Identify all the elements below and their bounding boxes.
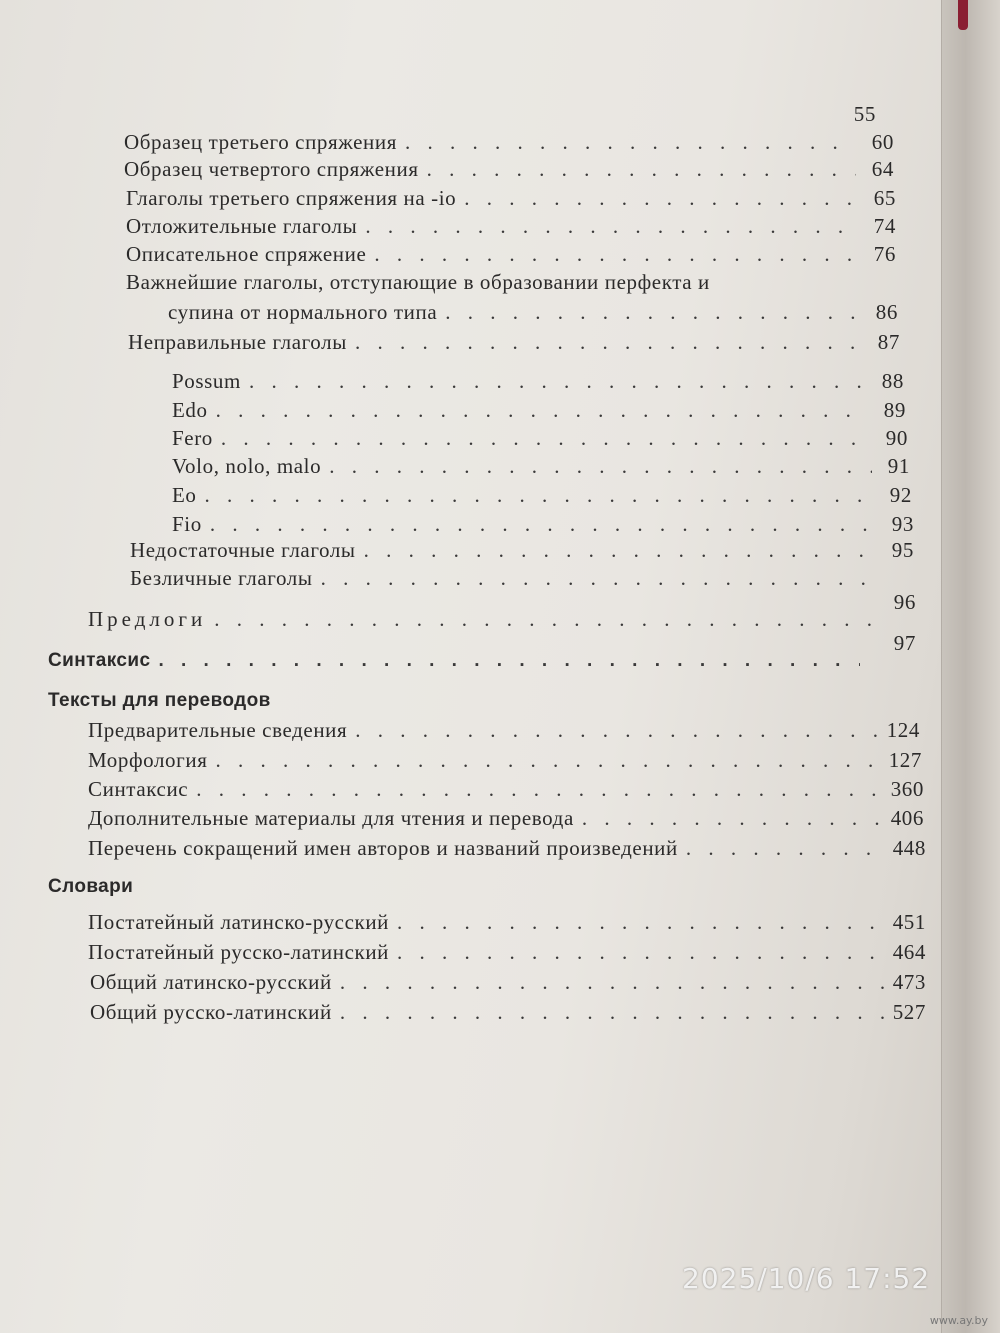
toc-entry: Неправильные глаголы . . . 87 xyxy=(128,330,900,355)
toc-entry: Описательное спряжение . . . 76 xyxy=(126,242,896,267)
site-watermark: www.ay.by xyxy=(929,1314,988,1327)
toc-entry: Синтаксис . . . 360 xyxy=(88,777,924,802)
toc-section: Синтаксис . . . xyxy=(48,650,868,672)
toc-entry: Possum . . . 88 xyxy=(172,369,904,394)
toc-entry: Edo . . . 89 xyxy=(172,398,906,423)
toc-entry: супина от нормального типа . . . 86 xyxy=(168,300,898,325)
toc-entry: Дополнительные материалы для чтения и перевода . . . 406 xyxy=(88,806,924,831)
toc-entry: Глаголы третьего спряжения на -io . . . 65 xyxy=(126,186,896,211)
toc-top-page xyxy=(846,102,926,127)
toc-entry: Отложительные глаголы . . . 74 xyxy=(126,214,896,239)
toc-entry: Предварительные сведения . . . 124 xyxy=(88,718,920,743)
toc-entry: Volo, nolo, malo . . . 91 xyxy=(172,454,910,479)
toc-entry: Общий русско-латинский . . . 527 xyxy=(90,1000,926,1025)
toc-entry: Fio . . . 93 xyxy=(172,512,914,537)
toc-entry: Недостаточные глаголы . . . 95 xyxy=(130,538,914,563)
toc-entry: Fero . . . 90 xyxy=(172,426,908,451)
toc-entry: Безличные глаголы . . . 96 xyxy=(130,566,916,591)
toc-entry: Постатейный латинско-русский . . . 451 xyxy=(88,910,926,935)
toc-entry: Eo . . . 92 xyxy=(172,483,912,508)
toc-entry: Общий латинско-русский . . . 473 xyxy=(90,970,926,995)
toc-entry: Перечень сокращений имен авторов и названий произведений . . . 448 xyxy=(88,836,926,861)
toc-entry: Предлоги . . . 97 xyxy=(88,607,916,632)
toc-entry: Важнейшие глаголы, отступающие в образовании перфекта и xyxy=(126,270,710,294)
toc-entry: Образец третьего спряжения . . . 60 xyxy=(124,130,894,155)
page-number: 55 xyxy=(853,102,876,126)
toc-entry: Образец четвертого спряжения . . . 64 xyxy=(124,157,894,182)
toc-section: Словари xyxy=(48,876,134,897)
toc-entry: Морфология . . . 127 xyxy=(88,748,922,773)
photo-timestamp: 2025/10/6 17:52 xyxy=(682,1262,931,1295)
toc-entry xyxy=(126,248,866,271)
toc-section: Тексты для переводов xyxy=(48,690,271,711)
toc-entry: Постатейный русско-латинский . . . 464 xyxy=(88,940,926,965)
